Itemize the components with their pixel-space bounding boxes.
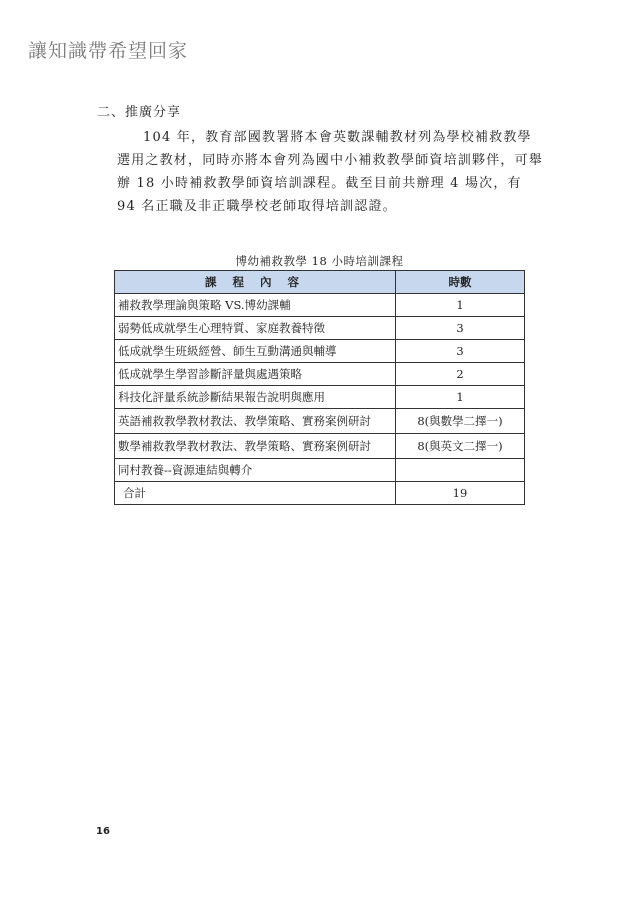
course-name: 英語補救教學教材教法、教學策略、實務案例研討: [115, 409, 396, 434]
table-row: [115, 317, 525, 340]
page-number: 16: [96, 826, 110, 837]
table-row: [115, 363, 525, 386]
table-total-row: [115, 482, 525, 505]
body-paragraph: 104 年，教育部國教署將本會英數課輔教材列為學校補救教學選用之教材，同時亦將本會列為國中小補救教學師資培訓夥伴，可舉辦 18 小時補救教學師資培訓課程。截至目前共辦理 4 場次，有 94 名正職及非正職學校老師取得培訓認證。: [117, 130, 544, 214]
course-table: [114, 270, 525, 505]
course-name: 同村教養--資源連結與轉介: [115, 459, 396, 482]
course-name: 數學補救教學教材教法、教學策略、實務案例研討: [115, 434, 396, 459]
course-name: 弱勢低成就學生心理特質、家庭教養特徵: [115, 317, 396, 340]
table-header-row: [115, 271, 525, 294]
header-logo: 讓知識帶希望回家: [28, 40, 189, 62]
table-row: [115, 386, 525, 409]
course-hours: [396, 459, 525, 482]
table-caption: 博幼補救教學 18 小時培訓課程: [235, 254, 404, 268]
course-name: 低成就學生班級經營、師生互動溝通與輔導: [115, 340, 396, 363]
course-hours: 1: [396, 294, 525, 317]
course-name: 科技化評量系統診斷結果報告說明與應用: [115, 386, 396, 409]
header-course-content: 課 程 內 容: [115, 271, 396, 294]
course-hours: 2: [396, 363, 525, 386]
course-hours: 1: [396, 386, 525, 409]
course-hours: 3: [396, 317, 525, 340]
table-row: [115, 409, 525, 434]
course-hours: 8(與英文二擇一): [396, 434, 525, 459]
course-name: 低成就學生學習診斷評量與處遇策略: [115, 363, 396, 386]
course-hours: 3: [396, 340, 525, 363]
course-name: 補救教學理論與策略 VS.博幼課輔: [115, 294, 396, 317]
course-hours: 8(與數學二擇一): [396, 409, 525, 434]
total-label: 合計: [115, 482, 396, 505]
table-row: [115, 459, 525, 482]
total-hours: 19: [396, 482, 525, 505]
header-hours: 時數: [396, 271, 525, 294]
table-row: [115, 434, 525, 459]
table-row: [115, 340, 525, 363]
section-title: 二、推廣分享: [97, 105, 182, 120]
table-row: [115, 294, 525, 317]
